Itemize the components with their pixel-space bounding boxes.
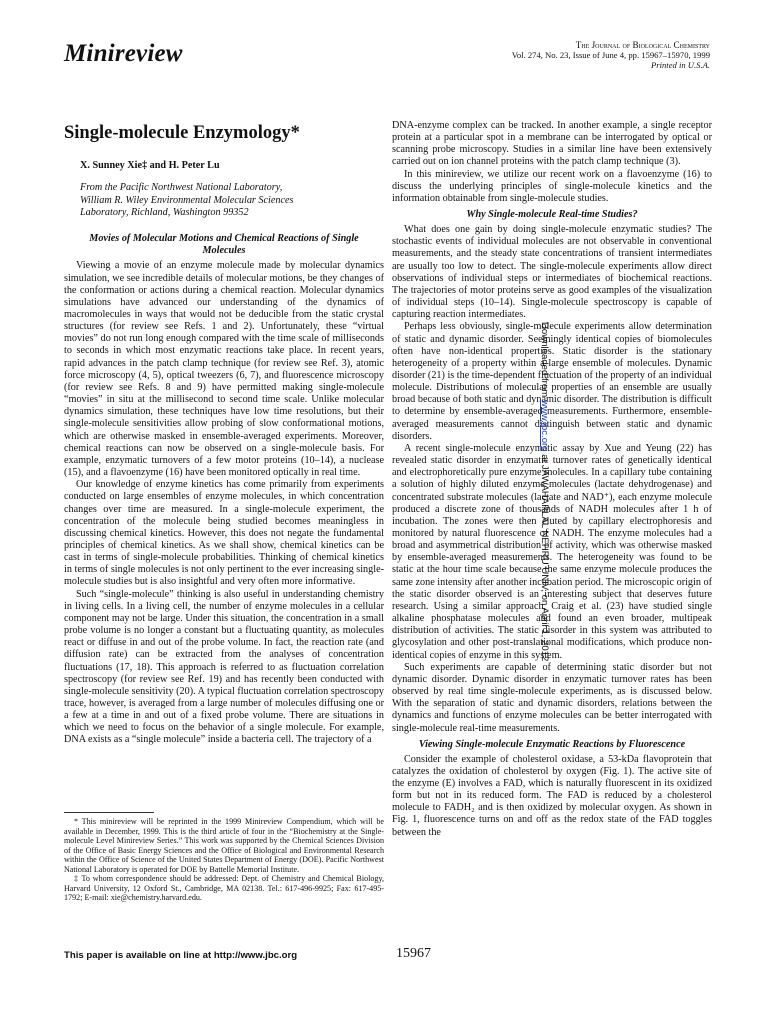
footnote: * This minireview will be reprinted in the 1999 Minireview Compendium, which will be available in December, 1999. This is the third article of four in the “Biochemistry at the Single-molecule Level Minireview Series.” This work was supported by the Chemical Sciences Division of the Office of Basic Energy Sciences and the Office of Biological and Environmental Research within the Office of Science of the United States Department of Energy (DOE). Pacific Northwest National Laboratory is operated for DOE by Battelle Memorial Institute. [64,817,384,874]
affiliation-line: William R. Wiley Environmental Molecular Sciences [80,194,294,206]
download-prefix: Downloaded from [539,322,550,398]
footnote-rule [64,812,154,813]
paragraph: Such experiments are capable of determining static disorder but not dynamic disorder. Dynamic disorder in enzymatic turnover rates has been observed by real time single-molecule experiments, as is discussed below. With the separation of static and dynamic disorders, relations between the dynamics and functions of enzyme molecules can be better interrogated with single-molecule real-time measurements. [392,661,712,734]
printed-in: Printed in U.S.A. [651,60,710,70]
paragraph: A recent single-molecule enzymatic assay by Xue and Yeung (22) has revealed static disorder in enzymatic turnover rates of genetically identical and electrophoretically pure enzyme molecules. In a capillary tube containing a solution of highly diluted enzyme molecules (lactate dehydrogenase) and concentrated substrate molecules (lactate and NAD⁺), each enzyme molecule produced a discrete zone of thousands of NADH molecules after 1 h of incubation. The zones were then eluted by capillary electrophoresis and monitored by natural fluorescence of NADH. The enzyme molecules had a broad and asymmetrical distribution of activity, which was otherwise masked by ensemble-averaged measurements. The heterogeneity was found to be static at the hour time scale because the same enzyme molecule produces the same zone intensity after another incubation period. The microscopic origin of the static disorder observed is an interesting subject that deserves future research. Using a similar approach, Craig et al. (23) have studied single alkaline phosphatase molecules and found an even broader, multipeak distribution of activities. The static disorder in this system was attributed to glycosylation and other post-translational modifications, which produce non-identical copies of enzyme in this system. [392,442,712,661]
jbc-link[interactable]: www.jbc.org [539,399,550,452]
availability-note: This paper is available on line at http://www.jbc.org [64,950,298,961]
section-heading-why: Why Single-molecule Real-time Studies? [466,209,638,221]
paragraph: Perhaps less obviously, single-molecule experiments allow determination of static and dynamic disorder. Seemingly identical copies of biomolecules often have non-identical properties. Static disorder is the stationary heterogeneity of a property within a large ensemble of molecules. Dynamic disorder (21) is the time-dependent fluctuation of the property of an individual molecule. Distributions of molecular properties of an ensemble are usually broad because of both static and dynamic disorder. The distribution is difficult to determine by ensemble-averaged measurements. Furthermore, ensemble-averaged measurements cannot distinguish between static and dynamic disorders. [392,321,712,442]
section-label: Minireview [64,40,183,67]
footnotes [64,812,384,903]
paragraph: DNA-enzyme complex can be tracked. In another example, a single receptor protein at a particular spot in a membrane can be interrogated by optical or scanning probe microscopy. Studies in a similar line have been extensively carried out on ion channel proteins with the patch clamp technique (3). [392,120,712,168]
left-column [64,120,384,747]
paragraph: Consider the example of cholesterol oxidase, a 53-kDa flavoprotein that catalyzes the oxidation of cholesterol by oxygen (Fig. 1). The active site of the enzyme (E) involves a FAD, which is naturally fluorescent in its oxidized form but not in its reduced form. The FAD is reduced by a cholesterol molecule to FADH₂ and is then oxidized by molecular oxygen. As shown in Fig. 1, fluorescence turns on and off as the redox state of the FAD toggles between the [392,753,712,838]
paragraph: What does one gain by doing single-molecule enzymatic studies? The stochastic events of individual molecules are not observable in conventional measurements, and the steady state concentrations of transient intermediates are usually too low to detect. The single-molecule experiments allow direct observations of individual steps or intermediates of biochemical reactions. The trajectories of motor proteins serve as good examples of the visualization of individual steps (10–14). Single-molecule spectroscopy is capable of capturing reaction intermediates. [392,224,712,321]
affiliation-line: From the Pacific Northwest National Laboratory, [80,182,283,194]
section-heading-movies: Movies of Molecular Motions and Chemical Reactions of Single Molecules [89,233,359,257]
paragraph: Viewing a movie of an enzyme molecule made by molecular dynamics simulation, we see incredible details of molecular motions, be they changes of the conformation or actions during a chemical reaction. Molecular dynamics simulations have advanced our understanding of the dynamics of macromolecules in ways that would not be deducible from the static crystal structures (for review see Refs. 1 and 2). Unfortunately, these “virtual movies” do not run long enough compared with the time scale of milliseconds to seconds in which most enzymatic reactions take place. In recent years, rapid advances in the patch clamp technique (for review see Ref. 3), atomic force microscopy (4, 5), optical tweezers (6, 7), and fluorescence microscopy (for review see Refs. 8 and 9) have permitted making single-molecule “movies” in situ at the millisecond to second time scale. Unlike molecular dynamics simulation, these techniques have low time resolutions, but their single-molecule sensitivities allow probing of slow conformational motions, which are otherwise masked in ensemble-averaged experiments. Moreover, chemical reactions can now be observed on a single-molecule basis. For example, enzymatic turnovers of a few motor proteins (10–14), a nuclease (15), and a flavoenzyme (16) have been monitored optically in real time. [64,260,384,479]
paragraph: Such “single-molecule” thinking is also useful in understanding chemistry in living cells. In a living cell, the number of enzyme molecules in a cellular component may not be large. Under this situation, the concentration in a small probe volume is no longer a constant but a fluctuating quantity, as molecules react or diffuse in and out of the probe volume. In fact, the reaction rate (and diffusion rate) can be extracted from the analyses of concentration fluctuations (17, 18). This approach is referred to as fluctuation correlation spectroscopy (for review see Ref. 19) and has recently been conducted with single-molecule sensitivity (20). A typical fluctuation correlation spectroscopy trace, however, is averaged from a large number of molecules diffusing one or a few at a time in and out of a fixed probe volume. There are situations in which we need to focus on the behavior of a single molecule. For example, DNA exists as a “single molecule” inside a bacteria cell. The trajectory of a [64,588,384,746]
paragraph: In this minireview, we utilize our recent work on a flavoenzyme (16) to discuss the underlying principles of single-molecule kinetics and the information obtainable from single-molecule studies. [392,168,712,204]
journal-header [450,40,710,70]
affiliation [80,182,384,219]
authors: X. Sunney Xie‡ and H. Peter Lu [80,160,220,171]
journal-name: The Journal of Biological Chemistry [575,40,710,50]
right-column [392,120,712,839]
footnote: ‡ To whom correspondence should be addressed: Dept. of Chemistry and Chemical Biology, Harvard University, 12 Oxford St., Cambridge, MA 02138. Tel.: 617-496-9925; Fax: 617-495-1792; E-mail: xie@chemistry.harvard.edu. [64,874,384,902]
paragraph: Our knowledge of enzyme kinetics has come primarily from experiments conducted on large ensembles of enzyme molecules, in which concentration changes over time are measured. In a single-molecule experiment, the concentration of the molecule being studied becomes meaningless in discussing chemical kinetics. However, this does not negate the fundamental principles of chemical kinetics. As we shall show, chemical kinetics can be cast in terms of single-molecule probabilities. Thinking of chemical kinetics in terms of single molecules is not only pertinent to the ever increasing single-molecule studies but is also insightful and very often more informative. [64,479,384,588]
article-title: Single-molecule Enzymology* [64,123,300,143]
section-heading-fluorescence: Viewing Single-molecule Enzymatic Reactions by Fluorescence [418,738,686,750]
affiliation-line: Laboratory, Richland, Washington 99352 [80,206,249,218]
download-note-text [539,322,550,742]
citation: Vol. 274, No. 23, Issue of June 4, pp. 15967–15970, 1999 [511,50,710,60]
download-suffix: at JAWAHARLAL NEHRU UNIV, on April 1, 2012 [539,454,550,662]
page-number: 15967 [396,946,431,961]
